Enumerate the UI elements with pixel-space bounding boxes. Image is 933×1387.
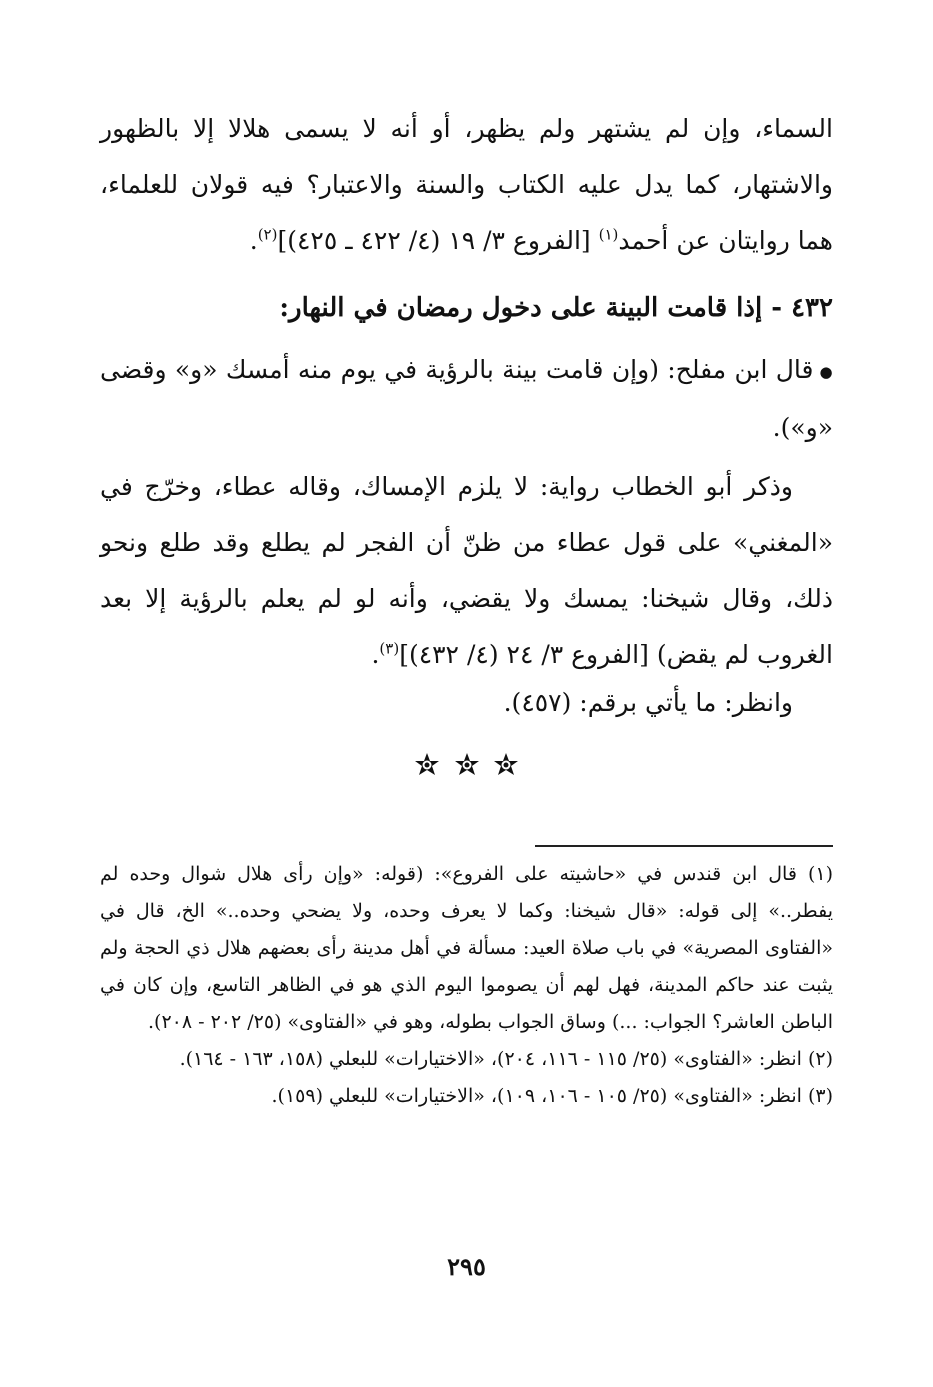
section-heading [100, 280, 833, 336]
paragraph-1 [100, 101, 833, 269]
flower-ornament-icon [454, 752, 480, 778]
paragraph-3 [100, 675, 833, 731]
bullet-text: ● قال ابن مفلح: (وإن قامت بينة بالرؤية في يوم منه أمسك «و» وقضى «و»). [100, 342, 833, 456]
section-divider-ornaments [0, 752, 933, 782]
reference-furu-1: [الفروع ٣/ ١٩ (٤/ ٤٢٢ ـ ٤٢٥)] [277, 226, 599, 255]
footnote-1: (١) قال ابن قندس في «حاشيته على الفروع»: (قوله: «وإن رأى هلال شوال وحده لم يفطر..» إلى قوله: «قال شيخنا: وكما لا يعرف وحده، ولا يضحي وحده..» الخ، قال في «الفتاوى المصرية» في باب صلاة العيد: مسألة في أهل مدينة رأى بعضهم هلال ذي الحجة ولم يثبت عند حاكم المدينة، فهل لهم أن يصوموا اليوم الذي هو في الظاهر التاسع، وإن كان في الباطن العاشر؟ الجواب: ...) وساق الجواب بطوله، وهو في «الفتاوى» (٢٥/ ٢٠٢ - ٢٠٨). [100, 863, 833, 1033]
footnote-ref-2[interactable]: (٢) [257, 225, 278, 244]
section-heading-text: ٤٣٢ - إذا قامت البينة على دخول رمضان في النهار: [279, 293, 833, 323]
paragraph-2-end: . [371, 640, 380, 669]
paragraph-2-text: وذكر أبو الخطاب رواية: لا يلزم الإمساك، وقاله عطاء، وخرّج في «المغني» على قول عطاء من ظنّ أن الفجر لم يطلع وقد طلع ونحو ذلك، وقال شيخنا: يمسك ولا يقضي، وأنه لو لم يعلم بالرؤية إلا بعد الغروب لم يقض) [الفروع ٣/ ٢٤ (٤/ ٤٣٢)] [100, 472, 833, 669]
footnote-separator [535, 845, 833, 847]
paragraph-2 [100, 459, 833, 683]
page-number: ٢٩٥ [447, 1252, 486, 1281]
footnote-ref-1[interactable]: (١) [598, 225, 619, 244]
paragraph-1-text: السماء، وإن لم يشتهر ولم يظهر، أو أنه لا يسمى هلالا إلا بالظهور والاشتهار، كما يدل عليه الكتاب والسنة والاعتبار؟ فيه قولان للعلماء، هما روايتان عن أحمد [100, 114, 833, 255]
footnotes [100, 856, 833, 1115]
flower-ornament-icon [414, 752, 440, 778]
bullet-paragraph [100, 342, 833, 456]
footnote-ref-3[interactable]: (٣) [379, 639, 400, 658]
footnote-3: (٣) انظر: «الفتاوى» (٢٥/ ١٠٥ - ١٠٦، ١٠٩)، «الاختيارات» للبعلي (١٥٩). [271, 1085, 833, 1107]
flower-ornament-icon [493, 752, 519, 778]
footnote-2: (٢) انظر: «الفتاوى» (٢٥/ ١١٥ - ١١٦، ٢٠٤)، «الاختيارات» للبعلي (١٥٨، ١٦٣ - ١٦٤). [179, 1048, 833, 1070]
paragraph-3-text: وانظر: ما يأتي برقم: (٤٥٧). [503, 688, 793, 717]
paragraph-1-end: . [249, 226, 258, 255]
